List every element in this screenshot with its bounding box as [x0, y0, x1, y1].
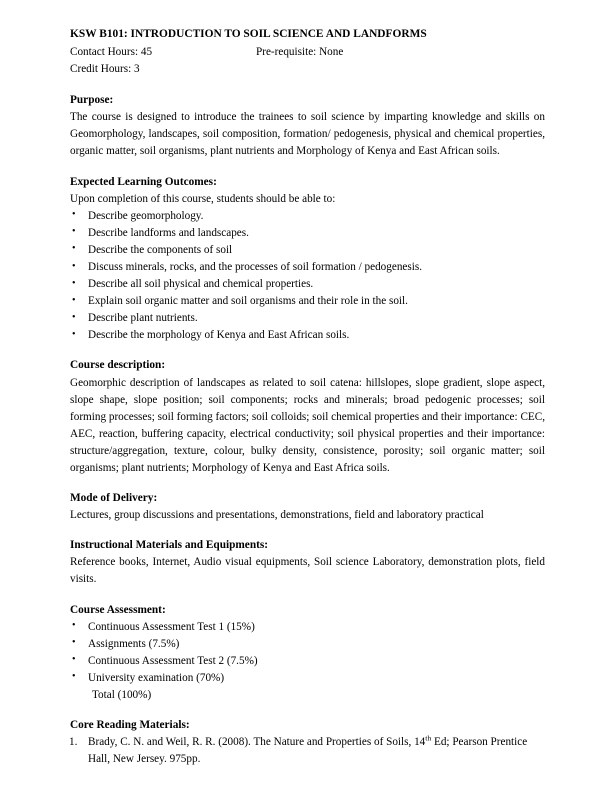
list-item: • Discuss minerals, rocks, and the processes of soil formation / pedogenesis.	[70, 259, 545, 276]
purpose-body: The course is designed to introduce the trainees to soil science by imparting knowledge and skills on Geomorphology, landscapes, soil composition, formation/ pedogenesis, physical and chemical properties, organic matter, soil organisms, plant nutrients and Morphology of Kenya and East African soils.	[70, 111, 545, 158]
list-item: • Describe geomorphology.	[70, 208, 545, 225]
course-description-body: Geomorphic description of landscapes as related to soil catena: hillslopes, slope gradient, slope aspect, slope shape, slope position; soil components; rocks and minerals; broad pedogenic processes; soil forming processes; soil forming factors; soil colloids; soil chemical properties and their importance: CEC, AEC, reaction, buffering capacity, electrical conductivity; soil physical properties and their importance: structure/aggregation, texture, colour, bulky density, consistence, porosity; soil organic matter; soil organisms; plant nutrients; Morphology of Kenya and East Africa soils.	[70, 376, 545, 474]
reference-item	[70, 734, 545, 768]
section-heading-mode-of-delivery: Mode of Delivery:	[70, 492, 158, 505]
prerequisite-label: Pre-requisite: None	[256, 46, 344, 59]
section-heading-course-description: Course description:	[70, 359, 166, 372]
outcomes-intro: Upon completion of this course, students should be able to:	[70, 192, 336, 205]
spacer	[70, 524, 545, 537]
core-reading-list	[70, 734, 545, 768]
spacer	[70, 161, 545, 174]
spacer	[70, 344, 545, 357]
page-title: KSW B101: INTRODUCTION TO SOIL SCIENCE AND LANDFORMS	[70, 28, 427, 40]
list-item: • Describe plant nutrients.	[70, 310, 545, 327]
list-item: • Describe landforms and landscapes.	[70, 225, 545, 242]
list-item: • Describe all soil physical and chemical properties.	[70, 276, 545, 293]
outcomes-list	[70, 208, 545, 345]
course-assessment-list	[70, 619, 545, 687]
spacer	[70, 78, 545, 92]
section-heading-course-assessment: Course Assessment:	[70, 603, 166, 616]
reference-text-part1: Brady, C. N. and Weil, R. R. (2008). The Nature and Properties of Soils, 14	[88, 736, 426, 749]
course-meta-row-1	[70, 44, 545, 61]
list-item: • University examination (70%)	[70, 670, 545, 687]
reference-ordinal-suffix: th	[425, 733, 432, 743]
course-meta-row-2	[70, 61, 545, 78]
list-item: • Continuous Assessment Test 2 (7.5%)	[70, 653, 545, 670]
section-heading-purpose: Purpose:	[70, 94, 114, 107]
list-item: • Continuous Assessment Test 1 (15%)	[70, 619, 545, 636]
spacer	[70, 477, 545, 490]
course-assessment-total: Total (100%)	[92, 689, 152, 702]
credit-hours-label: Credit Hours: 3	[70, 63, 140, 76]
list-item: • Describe the morphology of Kenya and East African soils.	[70, 327, 545, 344]
section-heading-outcomes: Expected Learning Outcomes:	[70, 175, 217, 188]
spacer	[70, 704, 545, 717]
syllabus-body	[70, 26, 545, 768]
section-heading-instructional-materials: Instructional Materials and Equipments:	[70, 539, 269, 552]
contact-hours-label: Contact Hours: 45	[70, 46, 153, 59]
list-item: • Assignments (7.5%)	[70, 636, 545, 653]
mode-of-delivery-body: Lectures, group discussions and presentations, demonstrations, field and laboratory practical	[70, 509, 484, 522]
reference-text-part2: Ed; Pearson Prentice Hall, New Jersey. 975pp.	[88, 736, 528, 766]
instructional-materials-body: Reference books, Internet, Audio visual equipments, Soil science Laboratory, demonstration plots, field visits.	[70, 556, 545, 586]
list-item: • Explain soil organic matter and soil organisms and their role in the soil.	[70, 293, 545, 310]
list-item: • Describe the components of soil	[70, 242, 545, 259]
section-heading-core-reading: Core Reading Materials:	[70, 719, 190, 732]
spacer	[70, 589, 545, 602]
